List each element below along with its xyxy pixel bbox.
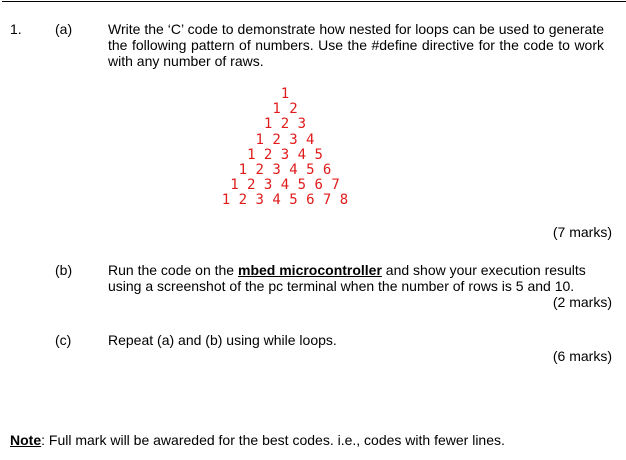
pattern-row: 1 bbox=[280, 86, 290, 102]
part-a-label: (a) bbox=[55, 21, 73, 37]
note-text: : Full mark will be awareded for the best codes. i.e., codes with fewer lines. bbox=[41, 432, 505, 448]
note bbox=[10, 432, 505, 448]
part-a-text: Write the ‘C’ code to demonstrate how nested for loops can be used to generate the following pattern of numbers. Use the #define directive for the code to work with any number of raws. bbox=[108, 21, 604, 69]
pattern-row: 1 2 3 4 bbox=[255, 131, 315, 148]
part-c-marks: (6 marks) bbox=[552, 348, 612, 364]
pattern-row: 1 2 3 4 5 bbox=[247, 146, 323, 163]
part-b-marks: (2 marks) bbox=[552, 294, 612, 310]
pattern-row: 1 2 3 4 5 6 bbox=[238, 162, 332, 179]
note-label: Note bbox=[10, 432, 42, 448]
pattern-row: 1 2 3 bbox=[263, 116, 307, 133]
pattern-row: 1 2 3 4 5 6 7 8 bbox=[221, 192, 349, 209]
top-rule bbox=[2, 1, 626, 2]
part-a-marks: (7 marks) bbox=[552, 224, 612, 240]
number-pattern bbox=[200, 87, 370, 209]
pattern-row: 1 2 3 4 5 6 7 bbox=[230, 177, 340, 194]
mbed-microcontroller-term: mbed microcontroller bbox=[238, 262, 382, 278]
question-number: 1. bbox=[10, 21, 22, 37]
part-c-label: (c) bbox=[55, 332, 72, 348]
part-b-text-after: and show your execution results using a screenshot of the pc terminal when the number of rows is 5 and 10. bbox=[108, 262, 586, 294]
pattern-row: 1 2 bbox=[272, 101, 298, 118]
part-b-label: (b) bbox=[55, 262, 73, 278]
part-c-text: Repeat (a) and (b) using while loops. bbox=[108, 332, 337, 348]
part-b-text bbox=[108, 262, 610, 294]
part-b-text-before: Run the code on the bbox=[108, 262, 238, 278]
